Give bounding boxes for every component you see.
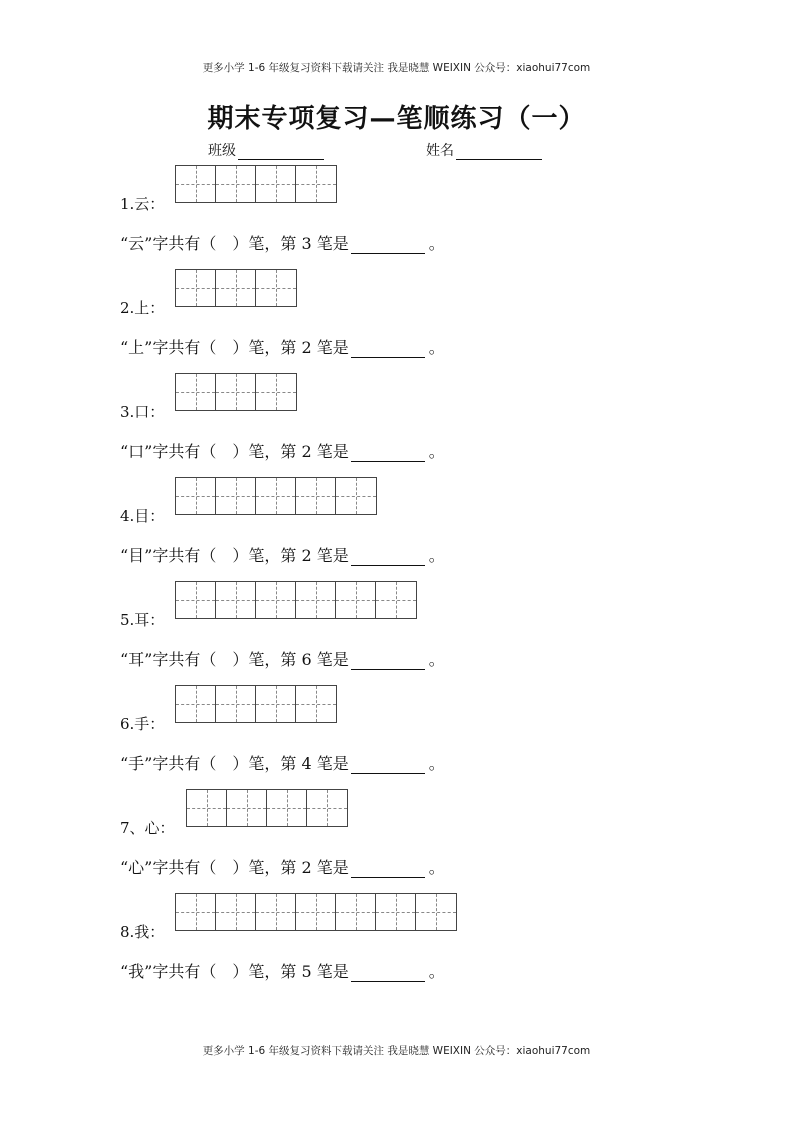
grid-cell[interactable]	[416, 894, 456, 930]
grid-cell[interactable]	[216, 686, 256, 722]
question-text: “我”字共有（ ）笔，第 5 笔是	[120, 962, 349, 981]
question-end: 。	[428, 754, 445, 773]
question-end: 。	[428, 442, 445, 461]
question-text: “上”字共有（ ）笔，第 2 笔是	[120, 338, 349, 357]
question-line	[120, 231, 445, 254]
class-label: 班级	[208, 143, 236, 159]
question-end: 。	[428, 962, 445, 981]
grid-cell[interactable]	[176, 270, 216, 306]
question-line	[120, 439, 445, 462]
grid-cell[interactable]	[307, 790, 347, 826]
question-text: “目”字共有（ ）笔，第 2 笔是	[120, 546, 349, 565]
answer-blank[interactable]	[351, 237, 425, 254]
exercise-label: 3.口：	[120, 403, 165, 421]
grid-cell[interactable]	[176, 894, 216, 930]
grid-cell[interactable]	[296, 478, 336, 514]
grid-cell[interactable]	[176, 582, 216, 618]
question-end: 。	[428, 546, 445, 565]
grid-cell[interactable]	[176, 166, 216, 202]
exercise-label: 7、心：	[120, 819, 175, 837]
answer-blank[interactable]	[351, 653, 425, 670]
page-title: 期末专项复习—笔顺练习（一）	[207, 104, 586, 134]
grid-cell[interactable]	[216, 166, 256, 202]
answer-blank[interactable]	[351, 341, 425, 358]
answer-blank[interactable]	[351, 445, 425, 462]
question-text: “云”字共有（ ）笔，第 3 笔是	[120, 234, 349, 253]
page-header: 更多小学 1-6 年级复习资料下载请关注 我是晓慧 WEIXIN 公众号：xiaohui77com	[202, 62, 591, 74]
page-footer: 更多小学 1-6 年级复习资料下载请关注 我是晓慧 WEIXIN 公众号：xiaohui77com	[202, 1045, 591, 1057]
grid-cell[interactable]	[336, 894, 376, 930]
question-end: 。	[428, 858, 445, 877]
grid-cell[interactable]	[336, 478, 376, 514]
grid-cell[interactable]	[176, 686, 216, 722]
grid-cell[interactable]	[336, 582, 376, 618]
answer-blank[interactable]	[351, 757, 425, 774]
grid-cell[interactable]	[216, 374, 256, 410]
question-end: 。	[428, 338, 445, 357]
question-text: “口”字共有（ ）笔，第 2 笔是	[120, 442, 349, 461]
grid-cell[interactable]	[256, 270, 296, 306]
grid-cell[interactable]	[296, 582, 336, 618]
exercise-label: 5.耳：	[120, 611, 165, 629]
grid-cell[interactable]	[216, 582, 256, 618]
answer-blank[interactable]	[351, 965, 425, 982]
question-text: “耳”字共有（ ）笔，第 6 笔是	[120, 650, 349, 669]
writing-grid[interactable]	[175, 269, 297, 307]
question-line	[120, 751, 445, 774]
question-line	[120, 959, 445, 982]
question-line	[120, 335, 445, 358]
grid-cell[interactable]	[267, 790, 307, 826]
question-text: “手”字共有（ ）笔，第 4 笔是	[120, 754, 349, 773]
question-line	[120, 855, 445, 878]
exercise-label: 8.我：	[120, 923, 165, 941]
class-field	[208, 140, 324, 160]
question-text: “心”字共有（ ）笔，第 2 笔是	[120, 858, 349, 877]
class-blank[interactable]	[238, 143, 324, 160]
question-end: 。	[428, 650, 445, 669]
grid-cell[interactable]	[376, 582, 416, 618]
grid-cell[interactable]	[256, 894, 296, 930]
question-line	[120, 647, 445, 670]
grid-cell[interactable]	[296, 894, 336, 930]
name-blank[interactable]	[456, 143, 542, 160]
exercise-label: 6.手：	[120, 715, 165, 733]
name-label: 姓名	[426, 143, 454, 159]
grid-cell[interactable]	[296, 166, 336, 202]
writing-grid[interactable]	[175, 165, 337, 203]
grid-cell[interactable]	[256, 686, 296, 722]
writing-grid[interactable]	[186, 789, 348, 827]
grid-cell[interactable]	[216, 894, 256, 930]
grid-cell[interactable]	[256, 374, 296, 410]
writing-grid[interactable]	[175, 477, 377, 515]
writing-grid[interactable]	[175, 581, 417, 619]
grid-cell[interactable]	[227, 790, 267, 826]
exercise-label: 4.目：	[120, 507, 165, 525]
grid-cell[interactable]	[176, 374, 216, 410]
grid-cell[interactable]	[256, 582, 296, 618]
grid-cell[interactable]	[296, 686, 336, 722]
exercise-label: 2.上：	[120, 299, 165, 317]
grid-cell[interactable]	[256, 478, 296, 514]
writing-grid[interactable]	[175, 373, 297, 411]
question-line	[120, 543, 445, 566]
grid-cell[interactable]	[216, 270, 256, 306]
grid-cell[interactable]	[256, 166, 296, 202]
grid-cell[interactable]	[187, 790, 227, 826]
writing-grid[interactable]	[175, 893, 457, 931]
question-end: 。	[428, 234, 445, 253]
name-field	[426, 140, 542, 160]
grid-cell[interactable]	[176, 478, 216, 514]
exercise-label: 1.云：	[120, 195, 165, 213]
grid-cell[interactable]	[216, 478, 256, 514]
writing-grid[interactable]	[175, 685, 337, 723]
grid-cell[interactable]	[376, 894, 416, 930]
answer-blank[interactable]	[351, 861, 425, 878]
answer-blank[interactable]	[351, 549, 425, 566]
